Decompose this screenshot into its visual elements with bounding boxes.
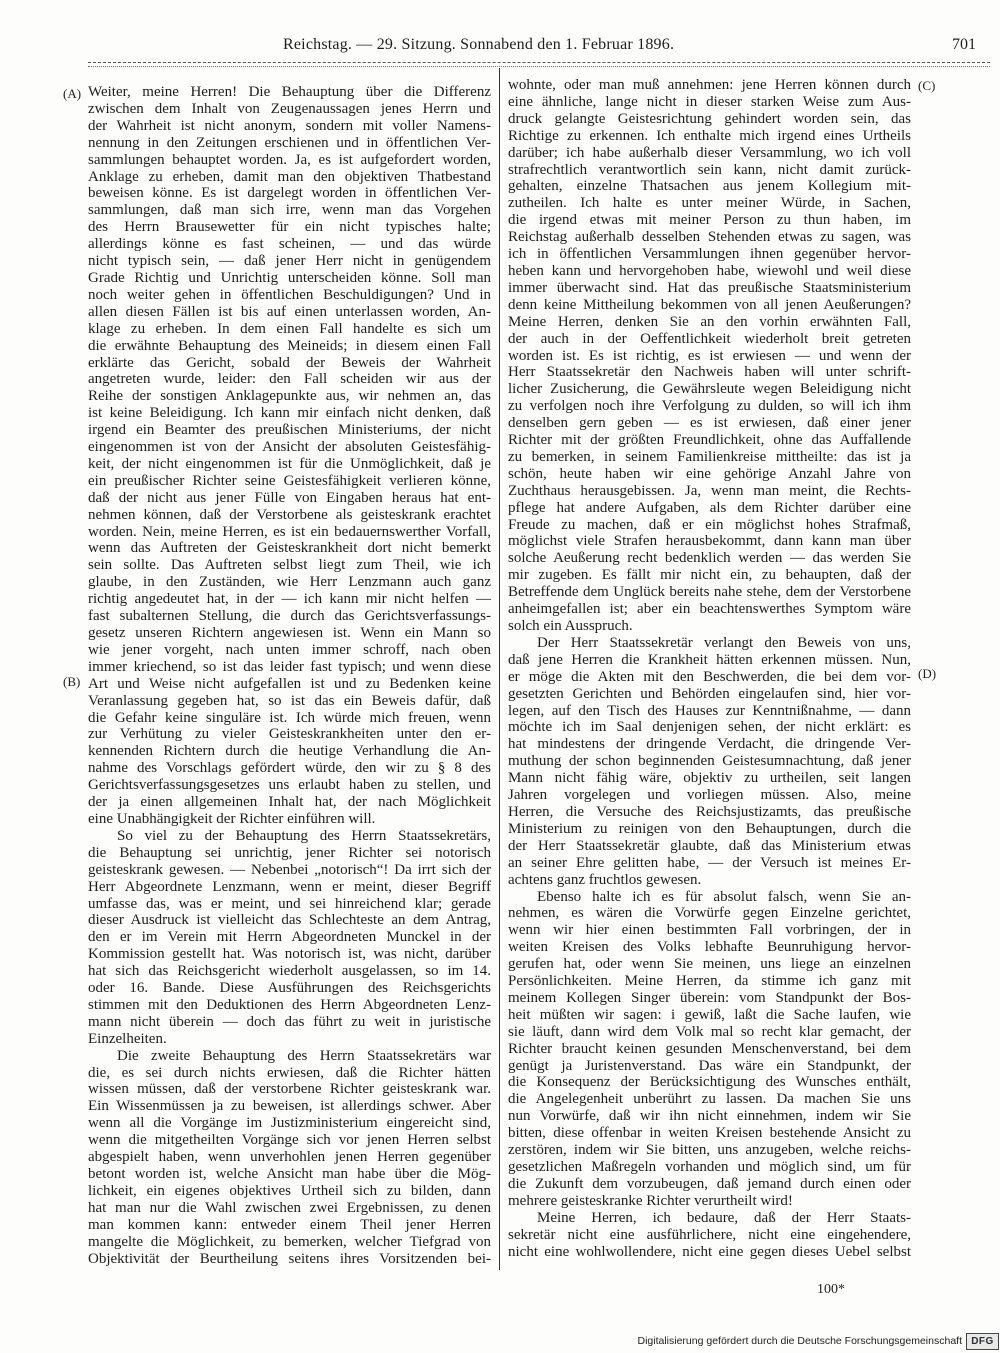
text-line: weiten Kreisen des Volks lebhafte Beunruhigung hervor- <box>508 939 911 956</box>
text-line: hat sich das Reichsgericht wiederholt ausgelassen, so im 14. <box>88 963 491 980</box>
margin-marker-b: (B) <box>63 674 81 689</box>
text-line: heit müßten wir sagen: i gewiß, laßt die Sache laufen, wie <box>508 1006 911 1023</box>
header-rule <box>88 62 990 67</box>
text-line: So viel zu der Behauptung des Herrn Staatssekretärs, <box>117 827 491 844</box>
text-line: legen, auf den Tisch des Hauses zur Kenntnißnahme, — dann <box>508 702 911 719</box>
text-line: denn keine Mittheilung bekommen von all jenen Aeußerungen? <box>508 296 911 313</box>
text-line: der auch in der Oeffentlichkeit wiederholt breit getreten <box>508 330 911 347</box>
paragraph <box>88 828 491 1048</box>
text-line: achtens ganz fruchtlos gewesen. <box>508 871 702 888</box>
text-line: Richtige zu erkennen. Ich enthalte mich irgend eines Urtheils <box>508 127 911 144</box>
paragraph <box>508 1210 911 1261</box>
text-line: der ja einen allgemeinen Inhalt hat, der nach Möglichkeit <box>88 794 491 811</box>
text-line: Persönlichkeiten. Meine Herren, da stimme ich ganz mit <box>508 973 911 990</box>
text-line: nun Vorwürfe, daß wir ihn nicht einnehmen, indem wir Sie <box>508 1108 911 1125</box>
text-line: irgend ein Beamter des preußischen Ministeriums, der nicht <box>88 422 491 439</box>
text-line: immer kriechend, so ist das leider fast typisch; und wenn diese <box>88 658 491 675</box>
text-line: angetreten wurde, leider: den Fall scheiden wir aus der <box>88 371 491 388</box>
text-line: der Wahrheit ist nicht anonym, sondern mit voller Namens- <box>88 117 491 134</box>
text-line: solch ein Ausspruch. <box>508 618 633 634</box>
text-line: wenn die mitgetheilten Vorgänge sich vor jenen Herren selbst <box>88 1132 491 1149</box>
text-line: mir zugeben. Es fällt mir nicht ein, zu behaupten, daß der <box>508 567 911 584</box>
text-line: allerdings könne es fast scheinen, — und das würde <box>88 236 491 253</box>
text-line: nicht eine wohlwollendere, nicht eine gegen dieses Uebel selbst <box>508 1243 911 1260</box>
text-line: erklärte das Gericht, sobald der Beweis der Wahrheit <box>88 354 491 371</box>
text-line: meinem Kollegen Singer überein: vom Standpunkt der Bos- <box>508 989 911 1006</box>
text-line: nahme des Vorschlags gefördert würde, den wir zu § 8 des <box>88 760 491 777</box>
text-line: klage zu erheben. In dem einen Fall handelte es sich um <box>88 320 491 337</box>
text-line: Herr Abgeordnete Lenzmann, wenn er meint, dieser Begriff <box>88 878 491 895</box>
text-line: glaube, in den Zuständen, wie Herr Lenzmann auch ganz <box>88 574 491 591</box>
text-line: sie läuft, dann wird dem Volk mal so recht klar gemacht, der <box>508 1023 911 1040</box>
text-line: druck gelangte Geistesrichtung gehindert worden sein, das <box>508 110 911 127</box>
text-line: Jahren vorgelegen und vorliegen müssen. Also, meine <box>508 787 911 804</box>
text-line: Reihe der sonstigen Anklagepunkte aus, wir nehmen an, das <box>88 388 491 405</box>
text-line: worden ist. Es ist richtig, es ist erwiesen — und wenn der <box>508 347 911 364</box>
text-line: keit, der nicht eingenommen ist für die Unmöglichkeit, daß je <box>88 455 491 472</box>
text-line: die irgend etwas mit meiner Person zu thun haben, im <box>508 212 911 229</box>
text-line: Richter braucht keinen gesunden Menschenverstand, bei dem <box>508 1040 911 1057</box>
text-line: hat man nur die Wahl zwischen zwei Ergebnissen, zu denen <box>88 1199 491 1216</box>
text-line: gesetzten Gerichten und Behörden eingelaufen sind, hier vor- <box>508 685 911 702</box>
text-line: Anklage zu erheben, damit man den objektiven Thatbestand <box>88 168 491 185</box>
dfg-logo: DFG <box>966 1333 999 1350</box>
text-line: strafrechtlich verantwortlich sein kann, nicht damit zurück- <box>508 161 911 178</box>
paragraph <box>508 77 911 635</box>
text-line: gesetzlichen Maßregeln vorhanden und möglich sind, um für <box>508 1159 911 1175</box>
text-line: möchte ich im Saal denjenigen sehen, der nicht erklärt: es <box>508 719 911 736</box>
text-line: Betreffende dem Unglück bereits nahe stehe, dem der Verstorbene <box>508 584 911 601</box>
text-line: richtig angedeutet hat, in der — ich kann mir nicht helfen — <box>88 591 491 608</box>
text-line: den er im Verein mit Herrn Abgeordneten Munckel in der <box>88 929 491 946</box>
text-line: Weiter, meine Herren! Die Behauptung über die Differenz <box>88 84 491 100</box>
text-line: man kommen kann: entweder einem Theil jener Herren <box>88 1216 491 1233</box>
text-line: Art und Weise nicht aufgefallen ist und zu Bedenken keine <box>88 675 491 692</box>
paragraph <box>88 1048 491 1268</box>
text-line: immer überwacht sind. Hat das preußische Staatsministerium <box>508 279 911 296</box>
text-line: Ebenso halte ich es für absolut falsch, wenn Sie an- <box>537 888 911 905</box>
text-line: Kommission gestellt hat. Was notorisch ist, was nicht, darüber <box>88 946 491 963</box>
text-line: ich in öffentlichen Versammlungen ihnen gegenüber hervor- <box>508 246 911 263</box>
text-line: Einzelheiten. <box>88 1030 167 1047</box>
margin-marker-a: (A) <box>63 86 82 101</box>
text-line: Ministerium zu reinigen von den Behauptungen, durch die <box>508 820 911 837</box>
text-line: gehalten, einzelne Thatsachen aus jenem Kollegium mit- <box>508 178 911 195</box>
margin-marker-d: (D) <box>918 666 937 681</box>
text-line: die erwähnte Behauptung des Meineids; in diesem einen Fall <box>88 337 491 354</box>
text-line: licher Zusicherung, die Gewährsleute wegen Beleidigung nicht <box>508 381 911 398</box>
paragraph <box>508 889 911 1210</box>
text-line: denselben gern geben — es ist erwiesen, daß einer jener <box>508 415 911 432</box>
text-line: worden. Nein, meine Herren, es ist ein bedauernswerther Vorfall, <box>88 523 491 540</box>
text-line: Herr Staatssekretär den Nachweis haben will unter schrift- <box>508 364 911 381</box>
text-line: nehmen können, daß der Verstorbene als geisteskrank erachtet <box>88 506 491 523</box>
text-line: zu bemerken, in seinem Familienkreise mittheilte: das ist ja <box>508 448 911 465</box>
text-line: zur Verhütung zu vieler Geisteskrankheiten unter den er- <box>88 726 491 743</box>
text-line: die Konsequenz der Berücksichtigung des Wunsches enthält, <box>508 1074 911 1091</box>
text-line: er möge die Akten mit den Beschwerden, die bei dem vor- <box>508 668 911 685</box>
text-line: hat mindestens der dringende Verdacht, die dringende Ver- <box>508 736 911 753</box>
text-line: wie jener vorgeht, nach unten immer schroff, nach oben <box>88 641 491 658</box>
text-line: mehrere geisteskranke Richter verurtheilt wird! <box>508 1192 793 1209</box>
text-line: umfasse das, was er meint, und sei hinreichend klar; gerade <box>88 895 491 912</box>
text-line: zwischen dem Inhalt von Zeugenaussagen jenes Herrn und <box>88 100 491 117</box>
text-line: Die zweite Behauptung des Herrn Staatssekretärs war <box>117 1047 491 1064</box>
text-line: muthung der schon beginnenden Geistesumnachtung, daß jener <box>508 753 911 770</box>
text-line: nehmen, es wären die Vorwürfe gegen Einzelne gerichtet, <box>508 905 911 922</box>
text-line: noch weiter gehen in öffentlichen Beschuldigungen? Und in <box>88 286 491 303</box>
text-line: daß jene Herren die Krankheit hätten erkennen müssen. Nun, <box>508 651 911 668</box>
text-line: solche Aeußerung recht bedenklich werden — das werden Sie <box>508 550 911 567</box>
text-line: geisteskrank gewesen. — Nebenbei „notorisch“! Da irrt sich der <box>88 861 491 878</box>
text-line: oder 16. Bande. Diese Ausführungen des Reichsgerichts <box>88 980 491 997</box>
text-line: dieser Ausdruck ist vielleicht das Schlechteste an dem Antrag, <box>88 912 491 929</box>
text-line: nicht typisch sein, — daß jener Herr nicht in genügendem <box>88 253 491 270</box>
text-line: eine Unabhängigkeit der Richter einführen will. <box>88 810 376 827</box>
text-line: mangelte die Möglichkeit, zu bemerken, welcher Tiefgrad von <box>88 1233 491 1250</box>
text-line: zu verfolgen noch ihre Verfolgung zu dulden, so will ich ihm <box>508 398 911 415</box>
text-line: gesetz unseren Richtern angewiesen ist. Wenn ein Mann so <box>88 625 491 641</box>
text-line: anheimgefallen ist; aber ein beachtenswerthes Symptom wäre <box>508 601 911 618</box>
text-line: mann nicht überein — doch das führt zu weit in juristische <box>88 1013 491 1030</box>
text-line: fast subalternen Stellung, die durch das Gerichtsverfassungs- <box>88 608 491 625</box>
paragraph <box>508 635 911 889</box>
text-line: Veranlassung gegeben hat, so ist das ein Beweis dafür, daß <box>88 692 491 709</box>
column-divider <box>499 68 500 1270</box>
text-column-left <box>88 84 491 1267</box>
text-line: eine ähnliche, lange nicht in dieser starken Weise zum Aus- <box>508 93 911 110</box>
text-line: Ein Wissenmüssen ja zu beweisen, ist allerdings schwer. Aber <box>88 1098 491 1115</box>
text-line: die Behauptung sei unrichtig, jener Richter sei notorisch <box>88 844 491 861</box>
text-line: beweisen könne. Es ist dargelegt worden in öffentlichen Ver- <box>88 185 491 202</box>
text-line: die Zukunft dem vorzubeugen, daß jemand durch einen oder <box>508 1175 911 1192</box>
text-line: darüber; ich habe außerhalb dieser Versammlung, wo ich voll <box>508 144 911 161</box>
text-line: wissen müssen, daß der verstorbene Richter geisteskrank war. <box>88 1081 491 1098</box>
text-line: pflege hat andere Aufgaben, als dem Richter darüber eine <box>508 499 911 516</box>
text-line: sammlungen behauptet worden. Ja, es ist aufgefordert worden, <box>88 151 491 168</box>
text-line: Grade Richtig und Unrichtig unterscheiden könne. Soll man <box>88 269 491 286</box>
page-number: 701 <box>952 36 976 53</box>
text-line: Gerichtsverfassungsgesetzes uns erlaubt haben zu stellen, und <box>88 777 491 794</box>
text-line: bitten, diese offenbar in weiten Kreisen bestehende Ansicht zu <box>508 1125 911 1142</box>
text-line: an seiner Ehre gelitten habe, — der Versuch ist meines Er- <box>508 854 911 871</box>
signature-mark: 100* <box>817 1282 845 1297</box>
text-line: sein sollte. Das Auftreten selbst liegt zum Theil, wie ich <box>88 557 491 574</box>
text-line: des Herrn Brausewetter für ein nicht typisches halte; <box>88 219 491 236</box>
text-line: eingenommen ist von der Ansicht der absoluten Geistesfähig- <box>88 439 491 456</box>
text-line: Zuchthaus herausgebissen. Ja, wenn man meint, die Rechts- <box>508 482 911 499</box>
text-line: schön, heute haben wir eine gehörige Anzahl Jahre von <box>508 465 911 482</box>
text-line: wohnte, oder man muß annehmen: jene Herren können durch <box>508 77 911 93</box>
paragraph <box>88 84 491 828</box>
text-line: wenn wir hier einen bestimmten Fall vorbringen, der in <box>508 922 911 939</box>
text-line: daß der nicht aus jener Fülle von Eingaben heraus hat ent- <box>88 489 491 506</box>
text-line: abgespielt haben, wenn unverhohlen jenen Herren gegenüber <box>88 1149 491 1166</box>
text-line: wenn das Auftreten der Geisteskrankheit dort nicht bemerkt <box>88 540 491 557</box>
margin-marker-c: (C) <box>918 78 936 93</box>
text-line: wenn all die Vorgänge im Justizministerium eingereicht sind, <box>88 1115 491 1132</box>
text-line: kennenden Richtern durch die heutige Verhandlung die An- <box>88 743 491 760</box>
digitization-credit: Digitalisierung gefördert durch die Deutsche Forschungsgemeinschaft <box>637 1335 962 1347</box>
text-line: betont worden ist, welche Ansicht man habe über die Mög- <box>88 1166 491 1182</box>
text-line: Reichstag außerhalb desselben Stehenden etwas zu sagen, was <box>508 229 911 246</box>
text-line: die, es sei durch nichts erwiesen, daß die Richter hätten <box>88 1064 491 1081</box>
text-line: zutheilen. Ich halte es unter meiner Würde, in Sachen, <box>508 195 911 212</box>
text-line: ein preußischer Richter seine Geistesfähigkeit verlieren könne, <box>88 472 491 489</box>
text-line: stimmen mit den Deduktionen des Herrn Abgeordneten Lenz- <box>88 996 491 1013</box>
text-line: gerufen hat, oder wenn Sie meinen, uns liege an einzelnen <box>508 956 911 973</box>
text-line: Objektivität der Beurtheilung seitens ihres Vorsitzenden bei- <box>88 1250 491 1267</box>
text-line: zerstören, indem wir Sie bitten, uns anzugeben, welche reichs- <box>508 1142 911 1159</box>
text-line: möglichst viele Strafen herausbekommt, dann kann man über <box>508 533 911 550</box>
text-line: genügt ja Juristenverstand. Das wäre ein Standpunkt, der <box>508 1057 911 1074</box>
running-header: Reichstag. — 29. Sitzung. Sonnabend den 1. Februar 1896. <box>283 36 675 53</box>
text-line: lichkeit, ein eigenes objektives Urtheil sich zu bilden, dann <box>88 1182 491 1199</box>
text-line: Meine Herren, ich bedaure, daß der Herr Staats- <box>537 1209 911 1226</box>
text-line: nennung in den Zeitungen erschienen und in öffentlichen Ver- <box>88 134 491 151</box>
text-line: Richter mit der größten Freundlichkeit, ohne das Auffallende <box>508 432 911 449</box>
text-line: Meine Herren, denken Sie an den vorhin erwähnten Fall, <box>508 313 911 330</box>
text-line: ist keine Beleidigung. Ich kann mir einfach nicht denken, daß <box>88 405 491 422</box>
text-line: Herren, die Versuche des Reichsjustizamts, das preußische <box>508 803 911 820</box>
text-line: der Herr Staatssekretär glaubte, daß das Ministerium etwas <box>508 837 911 854</box>
text-line: Mann nicht fähig wäre, objektiv zu urtheilen, seit langen <box>508 770 911 787</box>
text-column-right <box>508 77 911 1260</box>
text-line: Freude zu machen, daß er ein möglichst hohes Strafmaß, <box>508 516 911 533</box>
text-line: die Angelegenheit unberührt zu lassen. Da machen Sie uns <box>508 1091 911 1108</box>
text-line: die Gefahr keine singuläre ist. Ich würde mich freuen, wenn <box>88 709 491 726</box>
text-line: sekretär nicht eine ausführlichere, nicht eine eingehendere, <box>508 1226 911 1243</box>
text-line: sammlungen, daß man sich irre, wenn man das Vorgehen <box>88 202 491 219</box>
text-line: allen diesen Fällen ist bis auf einen unterlassen worden, An- <box>88 303 491 320</box>
text-line: Der Herr Staatssekretär verlangt den Beweis von uns, <box>537 634 911 651</box>
text-line: heben kann und hervorgehoben habe, wiewohl und weil diese <box>508 262 911 279</box>
